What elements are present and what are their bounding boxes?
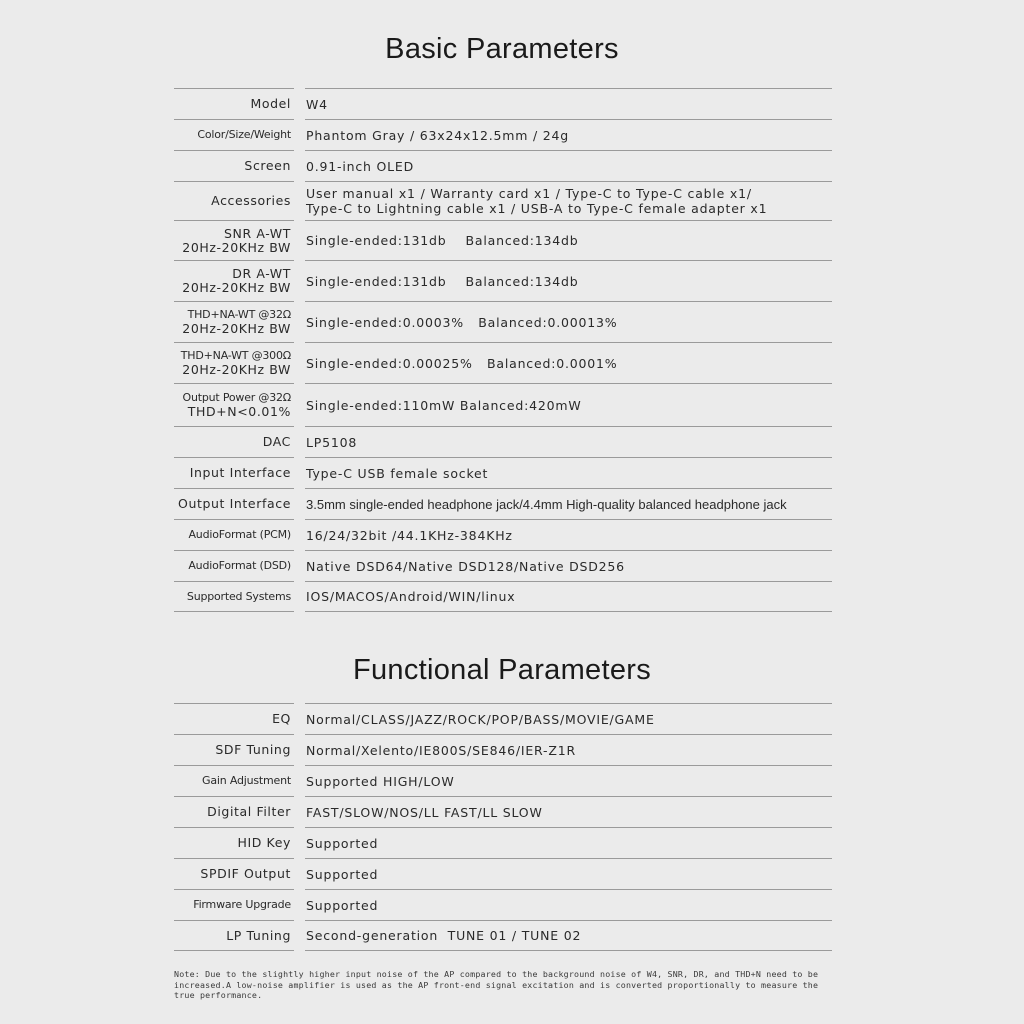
spec-row-spdif-output [174,858,832,889]
spec-label: Color/Size/Weight [174,119,294,150]
spec-row-audio-format-pcm [174,519,832,550]
spec-value: FAST/SLOW/NOS/LL FAST/LL SLOW [305,796,832,827]
spec-label: Firmware Upgrade [174,889,294,920]
spec-label: AudioFormat (PCM) [174,519,294,550]
spec-row-thd-300 [174,342,832,383]
spec-row-firmware-upgrade [174,889,832,920]
spec-value: Native DSD64/Native DSD128/Native DSD256 [305,550,832,581]
functional-parameters-title: Functional Parameters [352,654,652,686]
spec-row-accessories [174,181,832,220]
spec-row-gain-adjustment [174,765,832,796]
spec-value: Second-generation TUNE 01 / TUNE 02 [305,920,832,951]
spec-value: Supported HIGH/LOW [305,765,832,796]
spec-label: Output Interface [174,488,294,519]
spec-value: LP5108 [305,426,832,457]
spec-value: Phantom Gray / 63x24x12.5mm / 24g [305,119,832,150]
spec-label: LP Tuning [174,920,294,951]
spec-row-lp-tuning [174,920,832,951]
spec-label: Supported Systems [174,581,294,612]
spec-value: Single-ended:131db Balanced:134db [305,260,832,301]
spec-label: SPDIF Output [174,858,294,889]
spec-label: DR A-WT 20Hz-20KHz BW [174,260,294,301]
spec-label: EQ [174,703,294,734]
spec-row-output-power [174,383,832,426]
spec-label: Digital Filter [174,796,294,827]
spec-label: SNR A-WT 20Hz-20KHz BW [174,220,294,260]
spec-label: Accessories [174,181,294,220]
spec-label: Input Interface [174,457,294,488]
spec-value: Single-ended:0.0003% Balanced:0.00013% [305,301,832,342]
functional-parameters-table [174,703,832,951]
basic-parameters-table [174,88,832,612]
spec-value: Single-ended:131db Balanced:134db [305,220,832,260]
spec-value: Supported [305,889,832,920]
spec-row-snr [174,220,832,260]
spec-value: Single-ended:0.00025% Balanced:0.0001% [305,342,832,383]
spec-value: IOS/MACOS/Android/WIN/linux [305,581,832,612]
spec-value: Supported [305,827,832,858]
spec-row-color-size-weight [174,119,832,150]
spec-value: Normal/CLASS/JAZZ/ROCK/POP/BASS/MOVIE/GAME [305,703,832,734]
spec-row-model [174,88,832,119]
spec-row-hid-key [174,827,832,858]
spec-value: W4 [305,88,832,119]
spec-row-screen [174,150,832,181]
spec-value: Single-ended:110mW Balanced:420mW [305,383,832,426]
spec-row-output-interface [174,488,832,519]
spec-value: Type-C USB female socket [305,457,832,488]
measurement-note: Note: Due to the slightly higher input noise of the AP compared to the background noise of W4, SNR, DR, and THD+N need to be increased.A low-noise amplifier is used as the AP front-end signal excitation and is converted proportionally to measure the true performance. [174,969,819,1000]
spec-label: DAC [174,426,294,457]
spec-value: 3.5mm single-ended headphone jack/4.4mm High-quality balanced headphone jack [305,488,832,519]
spec-label: AudioFormat (DSD) [174,550,294,581]
spec-value: User manual x1 / Warranty card x1 / Type-C to Type-C cable x1/ Type-C to Lightning cable x1 / USB-A to Type-C female adapter x1 [305,181,832,220]
spec-value: Normal/Xelento/IE800S/SE846/IER-Z1R [305,734,832,765]
spec-row-digital-filter [174,796,832,827]
spec-value: Supported [305,858,832,889]
spec-label: THD+NA-WT @32Ω 20Hz-20KHz BW [174,301,294,342]
spec-row-input-interface [174,457,832,488]
spec-value: 16/24/32bit /44.1KHz-384KHz [305,519,832,550]
basic-parameters-title: Basic Parameters [385,33,619,65]
spec-row-audio-format-dsd [174,550,832,581]
spec-label: SDF Tuning [174,734,294,765]
spec-row-dac [174,426,832,457]
spec-value: 0.91-inch OLED [305,150,832,181]
spec-label: Model [174,88,294,119]
spec-row-supported-systems [174,581,832,612]
spec-label: Output Power @32Ω THD+N<0.01% [174,383,294,426]
spec-label: Gain Adjustment [174,765,294,796]
spec-row-sdf-tuning [174,734,832,765]
spec-row-eq [174,703,832,734]
spec-label: HID Key [174,827,294,858]
spec-label: Screen [174,150,294,181]
spec-row-dr [174,260,832,301]
spec-row-thd-32 [174,301,832,342]
spec-label: THD+NA-WT @300Ω 20Hz-20KHz BW [174,342,294,383]
